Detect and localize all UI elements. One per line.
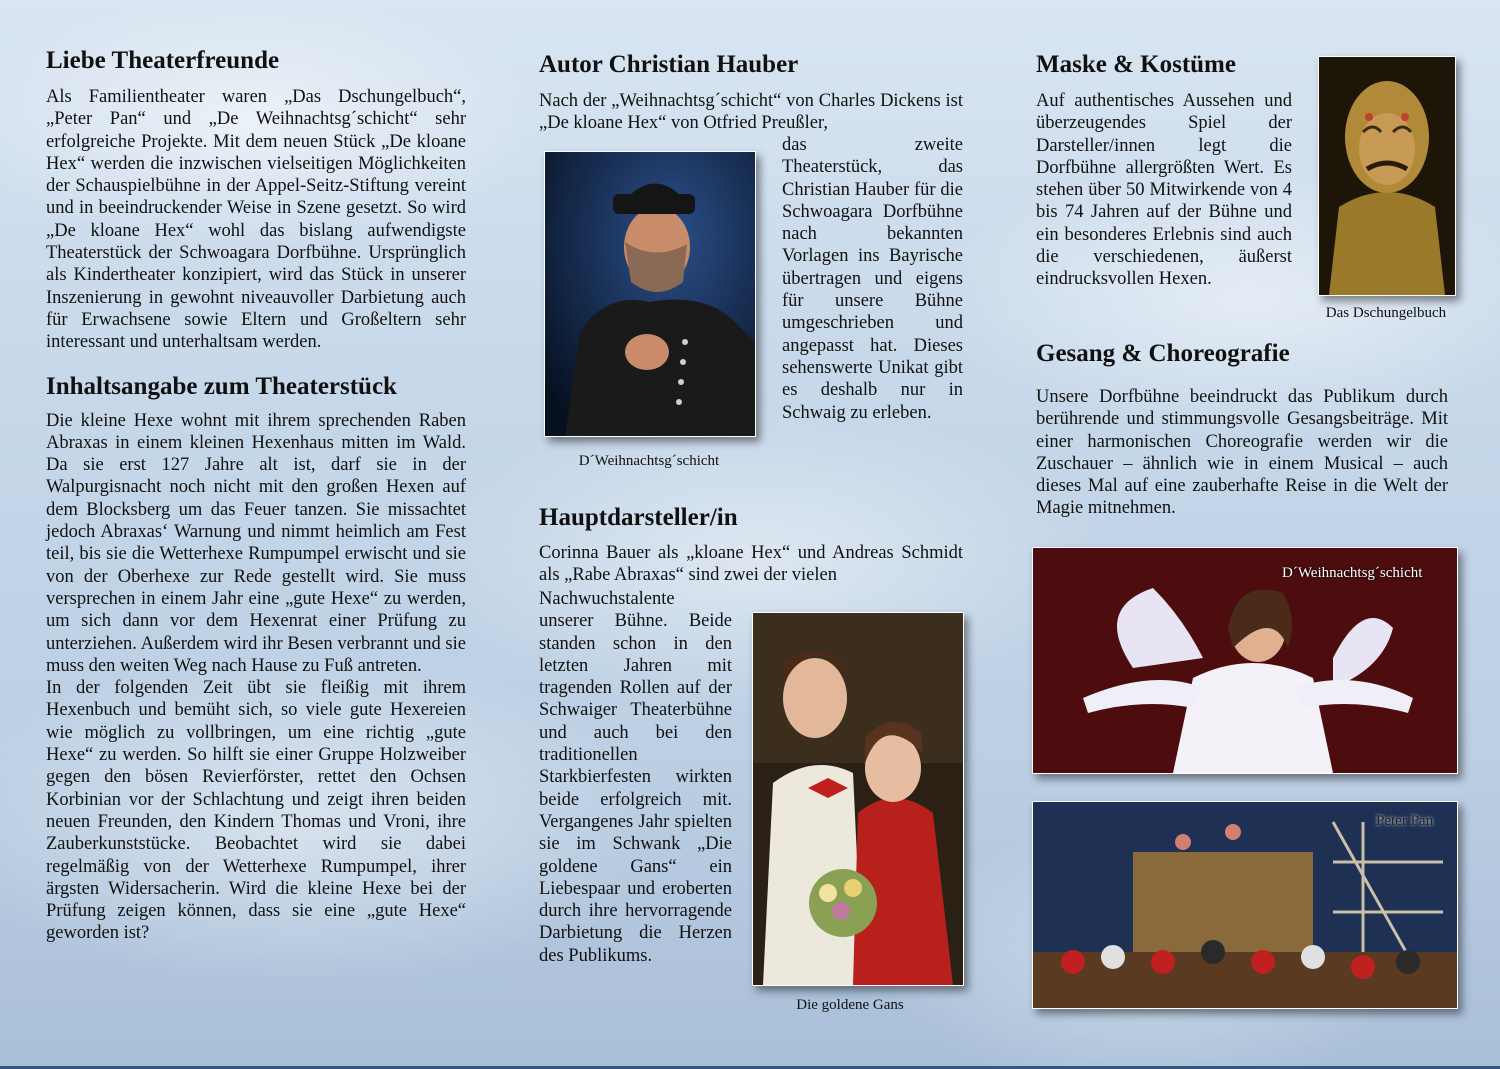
- hauptdarsteller-paragraph-side: Nachwuchstalente unserer Bühne. Beide standen schon in den letzten Jahren mit tragenden Rollen auf der Schwaiger Theaterbühne und auch bei den traditionellen Starkbierfesten wirkten beide erfolgreich mit. Vergangenes Jahr spielten sie im Schwank „Die goldene Gans“ ein Liebespaar und eroberten durch ihre hervorragende Darbietung die Herzen des Publikums.: [539, 589, 732, 966]
- autor-paragraph-top: Nach der „Weihnachtsg´schicht“ von Charles Dickens ist „De kloane Hex“ von Otfried Preußler,: [539, 91, 963, 134]
- synopsis-paragraph-2: In der folgenden Zeit übt sie fleißig mit ihrem Hexenbuch und bemüht sich, so viele gute Hexereien wie möglich zu vollbringen, um eine richtig „gute Hexe“ zu werden. So hilft sie einer Gruppe Holzweiber gegen den bösen Revierförster, rettet den Ochsen Korbinian vor der Schlachtung und zeigt ihren beiden neuen Freunden, den Kindern Thomas und Vroni, ihre Zauberkunststücke. Beobachtet wird sie dabei regelmäßig von der Wetterhexe Rumpumpel, ihrer ärgsten Widersacherin. Wird die kleine Hexe bei der Prüfung zeigen können, dass sie eine „gute Hexe“ geworden ist?: [46, 678, 466, 944]
- heading-liebe-theaterfreunde: Liebe Theaterfreunde: [46, 47, 280, 74]
- intro-paragraph: Als Familientheater waren „Das Dschungelbuch“, „Peter Pan“ und „De Weihnachtsg´schicht“ sehr erfolgreiche Projekte. Mit dem neuen Stück „De kloane Hex“ werden die inzwischen vielseitigen Möglichkeiten der Schauspielbühne in der Appel-Seitz-Stiftung vereint und in beeindruckender Weise in Szene gesetzt. So wird „De kloane Hex“ wohl das bislang aufwendigste Theaterstück der Schwoagara Dorfbühne. Ursprünglich als Kindertheater konzipiert, wird das Stück in unserer Inszenierung in gewohnt niveauvoller Darbietung auch für Erwachsene sowie Eltern und Großeltern sehr interessant und unterhaltsam werden.: [46, 87, 466, 353]
- heading-maske-kostueme: Maske & Kostüme: [1036, 51, 1236, 78]
- photo-goldene-gans-couple: [752, 612, 964, 986]
- maske-paragraph: Auf authentisches Aussehen und überzeugendes Spiel der Darsteller/innen legt die Dorfbühne allergrößten Wert. Es stehen über 50 Mitwirkende von 4 bis 74 Jahren auf der Bühne und ein besonderes Erlebnis sind auch die verschiedenen, äußerst eindrucksvollen Hexen.: [1036, 91, 1292, 290]
- heading-inhaltsangabe: Inhaltsangabe zum Theaterstück: [46, 372, 397, 400]
- photo-peter-pan-stage: [1032, 801, 1458, 1009]
- autor-paragraph-side: das zweite Theaterstück, das Christian Hauber für die Schwoagara Dorfbühne nach bekannten Vorlagen ins Bayrische übertragen und eigens für unsere Bühne umgeschrieben und angepasst hat. Dieses sehenswerte Unikat gibt es deshalb nur in Schwaig zu erleben.: [782, 135, 963, 423]
- photo-dschungelbuch-mask: [1318, 56, 1456, 296]
- heading-hauptdarsteller: Hauptdarsteller/in: [539, 504, 738, 531]
- heading-autor: Autor Christian Hauber: [539, 51, 799, 78]
- synopsis-paragraph-1: Die kleine Hexe wohnt mit ihrem sprechenden Raben Abraxas in einem kleinen Hexenhaus mitten im Wald. Da sie erst 127 Jahre alt ist, darf sie in der Walpurgisnacht noch nicht mit den großen Hexen auf dem Blocksberg um das Feuer tanzen. Sie missachtet jedoch Abraxas‘ Warnung und nimmt heimlich am Fest teil, bis sie die Wetterhexe Rumpumpel erwischt und sie von der Oberhexe zur Rede gestellt wird. Sie muss versprechen in einem Jahr eine „gute Hexe“ zu werden, um sich dann vor dem Hexenrat einer Prüfung zu unterziehen. Außerdem wird ihr Besen verbrannt und sie muss den weiten Weg nach Hause zu Fuß antreten.: [46, 410, 466, 676]
- gesang-paragraph: Unsere Dorfbühne beeindruckt das Publikum durch berührende und stimmungsvolle Gesangsbeiträge. Mit einer harmonischen Choreografie werden wir die Zuschauer – ähnlich wie in einem Musical – auch dieses Mal auf eine zauberhafte Reise in die Welt der Magie mitnehmen.: [1036, 387, 1448, 519]
- caption-weihnachtsgschicht: D´Weihnachtsg´schicht: [578, 453, 720, 469]
- caption-weihnachtsgschicht-2: D´Weihnachtsg´schicht: [1282, 565, 1423, 581]
- caption-dschungelbuch: Das Dschungelbuch: [1325, 305, 1447, 321]
- hauptdarsteller-paragraph-top: Corinna Bauer als „kloane Hex“ und Andreas Schmidt als „Rabe Abraxas“ sind zwei der vielen: [539, 543, 963, 586]
- photo-weihnachtsgschicht-actor: [544, 151, 756, 437]
- heading-gesang-choreografie: Gesang & Choreografie: [1036, 340, 1290, 367]
- column-1: [46, 46, 466, 945]
- caption-goldene-gans: Die goldene Gans: [796, 997, 904, 1013]
- caption-peter-pan: Peter Pan: [1376, 813, 1434, 829]
